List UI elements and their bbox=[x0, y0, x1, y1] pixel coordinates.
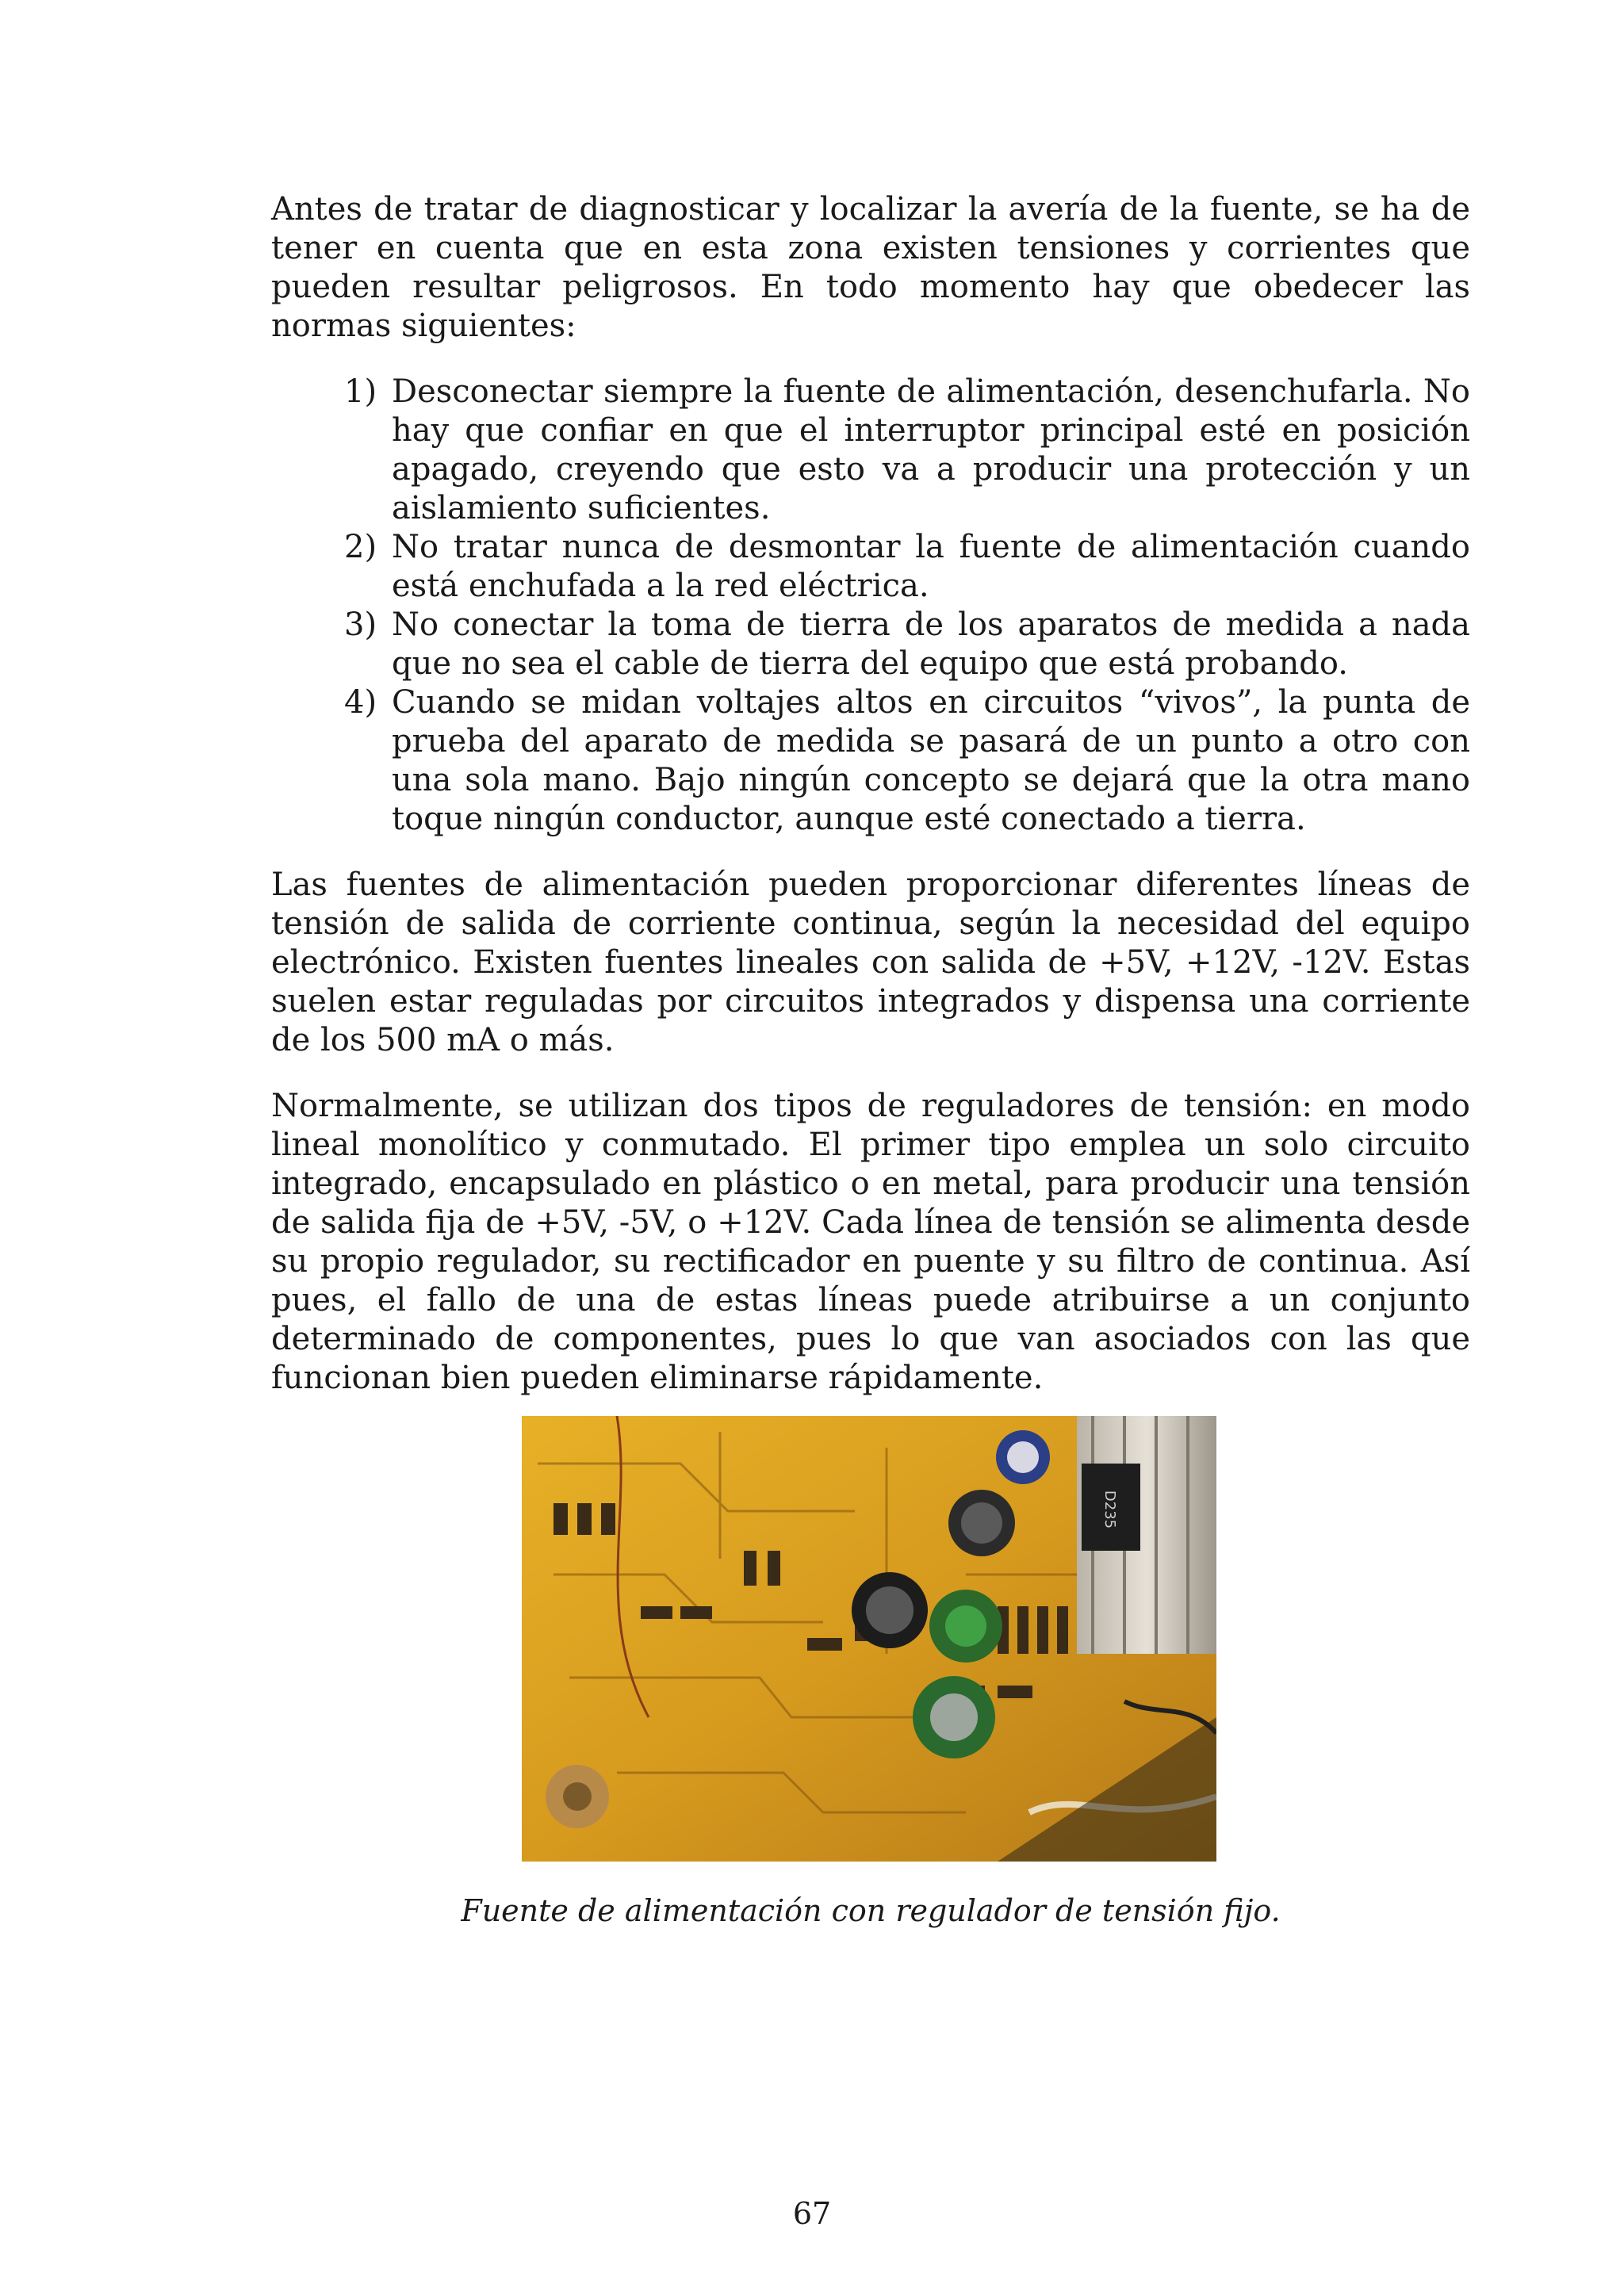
list-item-text: Cuando se midan voltajes altos en circuitos “vivos”, la punta de prueba del aparato de medida se pasará de un punto a otro con una sola mano. Bajo ningún concepto se dejará que la otra mano toque ningún conductor, aunque esté conectado a tierra. bbox=[392, 684, 1470, 837]
list-item-number: 4) bbox=[344, 684, 377, 721]
body-text bbox=[271, 190, 1470, 1425]
circuit-board-illustration bbox=[522, 1416, 1216, 1862]
page-number: 67 bbox=[792, 2196, 832, 2231]
safety-rules-list bbox=[271, 373, 1470, 839]
list-item bbox=[344, 373, 1470, 528]
list-item-text: No conectar la toma de tierra de los aparatos de medida a nada que no sea el cable de tierra del equipo que está probando. bbox=[392, 607, 1470, 682]
figure-caption: Fuente de alimentación con regulador de tensión fijo. bbox=[461, 1893, 1281, 1928]
list-item-text: No tratar nunca de desmontar la fuente de alimentación cuando está enchufada a la red eléctrica. bbox=[392, 529, 1470, 604]
chip-marking: D235 bbox=[1101, 1490, 1118, 1529]
list-item-number: 1) bbox=[344, 373, 377, 410]
regulators-paragraph: Normalmente, se utilizan dos tipos de reguladores de tensión: en modo lineal monolítico y conmutado. El primer tipo emplea un solo circuito integrado, encapsulado en plástico o en metal, para producir una tensión de salida fija de +5V, -5V, o +12V. Cada línea de tensión se alimenta desde su propio regulador, su rectificador en puente y su filtro de continua. Así pues, el fallo de una de estas líneas puede atribuirse a un conjunto determinado de componentes, pues lo que van asociados con las que funcionan bien pueden eliminarse rápidamente. bbox=[271, 1088, 1470, 1396]
list-item-number: 3) bbox=[344, 607, 377, 643]
list-item bbox=[344, 683, 1470, 839]
list-item-number: 2) bbox=[344, 529, 377, 565]
list-item-text: Desconectar siempre la fuente de alimentación, desenchufarla. No hay que confiar en que el interruptor principal esté en posición apagado, creyendo que esto va a producir una protección y un aislamiento suficientes. bbox=[392, 373, 1470, 526]
list-item bbox=[344, 606, 1470, 683]
list-item bbox=[344, 528, 1470, 606]
circuit-board-photo bbox=[522, 1416, 1216, 1862]
intro-paragraph: Antes de tratar de diagnosticar y localizar la avería de la fuente, se ha de tener en cuenta que en esta zona existen tensiones y corrientes que pueden resultar peligrosos. En todo momento hay que obedecer las normas siguientes: bbox=[271, 191, 1470, 344]
power-supply-lines-paragraph: Las fuentes de alimentación pueden proporcionar diferentes líneas de tensión de salida de corriente continua, según la necesidad del equipo electrónico. Existen fuentes lineales con salida de +5V, +12V, -12V. Estas suelen estar reguladas por circuitos integrados y dispensa una corriente de los 500 mA o más. bbox=[271, 867, 1470, 1058]
